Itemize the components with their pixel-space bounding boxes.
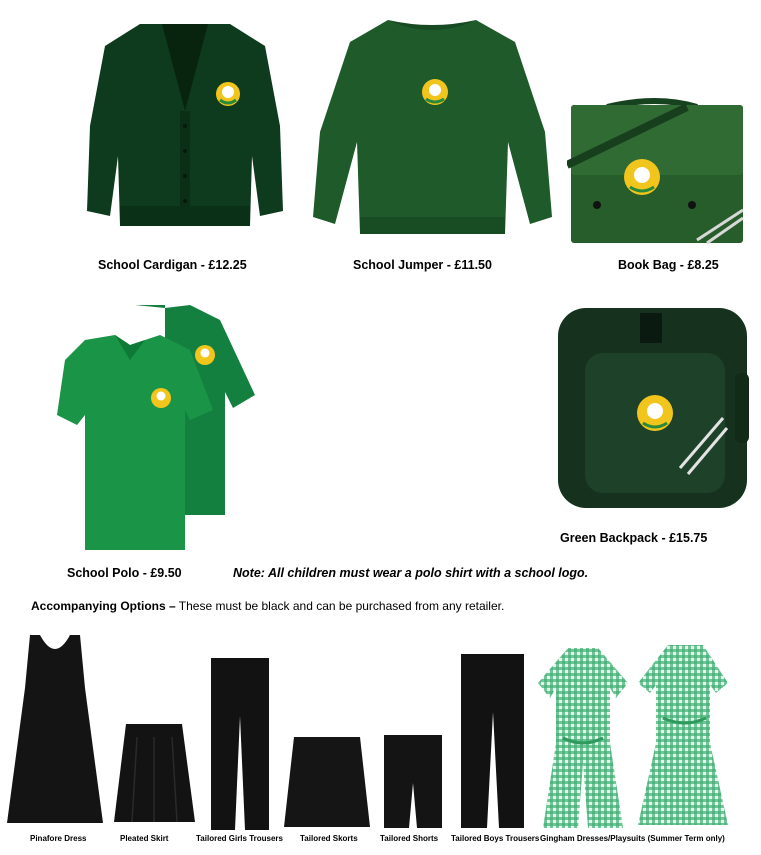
bookbag-image <box>567 95 747 245</box>
backpack-caption: Green Backpack - £15.75 <box>560 531 708 545</box>
accompanying-text: These must be black and can be purchased from any retailer. <box>175 599 505 613</box>
polo-caption: School Polo - £9.50 <box>67 566 182 580</box>
pinafore-image <box>5 633 105 828</box>
jumper-caption: School Jumper - £11.50 <box>353 258 492 272</box>
skorts-image <box>282 735 372 830</box>
polo-image <box>55 300 260 555</box>
boys-trousers-image <box>458 652 528 830</box>
accompanying-options-line <box>31 599 504 613</box>
accompanying-heading: Accompanying Options – <box>31 599 176 613</box>
cardigan-caption: School Cardigan - £12.25 <box>98 258 247 272</box>
item-caption-pleated-skirt: Pleated Skirt <box>120 834 169 843</box>
pleated-skirt-image <box>112 722 197 827</box>
cardigan-image <box>80 6 290 231</box>
backpack-image <box>555 298 750 520</box>
item-caption-girls-trousers: Tailored Girls Trousers <box>196 834 283 843</box>
polo-note: Note: All children must wear a polo shirt with a school logo. <box>233 566 589 580</box>
item-caption-boys-trousers: Tailored Boys Trousers <box>451 834 540 843</box>
item-caption-shorts: Tailored Shorts <box>380 834 439 843</box>
bookbag-caption: Book Bag - £8.25 <box>618 258 719 272</box>
shorts-image <box>382 733 444 830</box>
girls-trousers-image <box>207 656 272 832</box>
gingham-image <box>538 643 733 831</box>
item-caption-skorts: Tailored Skorts <box>300 834 358 843</box>
item-caption-pinafore: Pinafore Dress <box>30 834 87 843</box>
item-caption-gingham: Gingham Dresses/Playsuits (Summer Term only) <box>540 834 725 843</box>
jumper-image <box>310 12 555 242</box>
